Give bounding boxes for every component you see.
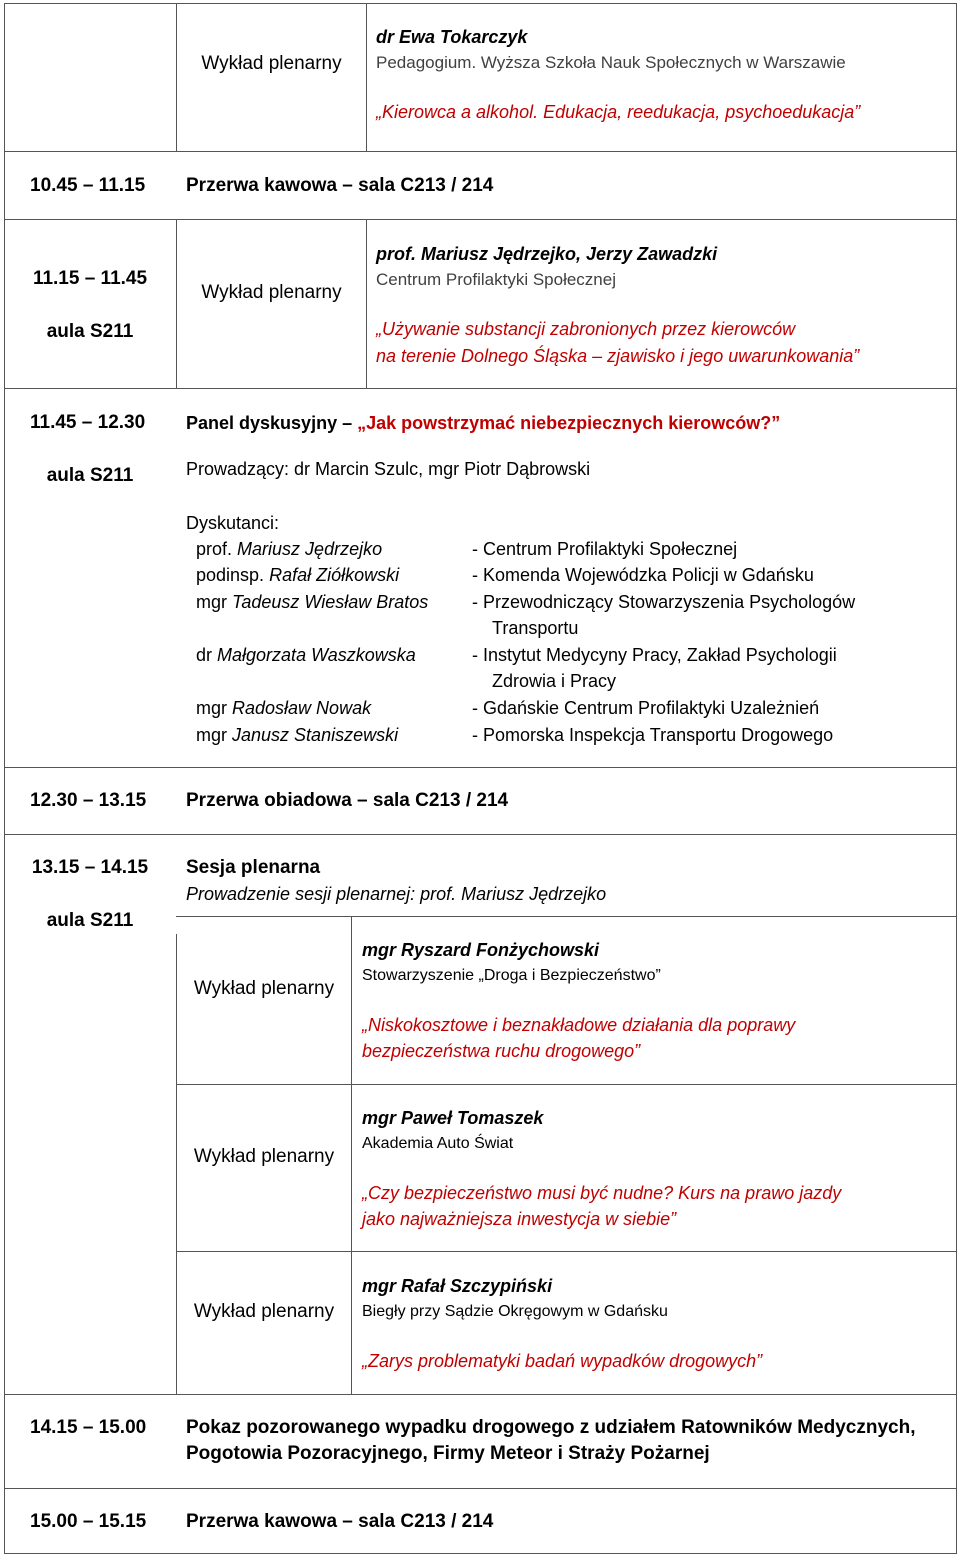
discussant-org: - Instytut Medycyny Pracy, Zakład Psychologii (472, 645, 837, 665)
col-divider (351, 916, 352, 1394)
discussant-name: podinsp. Rafał Ziółkowski (196, 565, 400, 585)
talk-title-line1: „Czy bezpieczeństwo musi być nudne? Kurs na prawo jazdy (362, 1183, 842, 1203)
event-description-line2: Pogotowia Pozoracyjnego, Firmy Meteor i Straży Pożarnej (186, 1443, 710, 1464)
discussant-org: - Przewodniczący Stowarzyszenia Psychologów (472, 592, 856, 612)
discussant-org-cont: Transportu (492, 618, 579, 638)
col-divider (366, 3, 367, 151)
talk-title-line2: jako najważniejsza inwestycja w siebie” (362, 1209, 677, 1229)
discussant-name: mgr Janusz Staniszewski (196, 725, 399, 745)
discussant-name: dr Małgorzata Waszkowska (196, 645, 416, 665)
break-label: Przerwa kawowa – sala C213 / 214 (186, 175, 494, 196)
break-label: Przerwa kawowa – sala C213 / 214 (186, 1511, 494, 1532)
speaker-affiliation: Stowarzyszenie „Droga i Bezpieczeństwo” (362, 967, 661, 984)
speaker-affiliation: Akademia Auto Świat (362, 1135, 514, 1152)
speaker-affiliation: Biegły przy Sądzie Okręgowym w Gdańsku (362, 1303, 668, 1320)
col-divider (176, 3, 177, 151)
row-divider (4, 767, 957, 768)
row-divider (4, 388, 957, 389)
talk-title-line2: bezpieczeństwa ruchu drogowego” (362, 1041, 641, 1061)
row-divider (4, 219, 957, 220)
speaker-name: mgr Rafał Szczypiński (362, 1276, 553, 1296)
row-divider (176, 1251, 957, 1252)
discussant-org: - Gdańskie Centrum Profilaktyki Uzależnień (472, 698, 820, 718)
speaker-affiliation: Centrum Profilaktyki Społecznej (376, 270, 616, 289)
col-divider (366, 219, 367, 388)
time-slot: 13.15 – 14.15 (31, 857, 149, 878)
session-moderator: Prowadzenie sesji plenarnej: prof. Mariusz Jędrzejko (186, 884, 607, 904)
speaker-name: mgr Ryszard Fonżychowski (362, 940, 600, 960)
talk-title-line2: na terenie Dolnego Śląska – zjawisko i jego uwarunkowania” (376, 346, 860, 366)
discussants-label: Dyskutanci: (186, 513, 280, 533)
row-divider (4, 151, 957, 152)
discussant-org-cont: Zdrowia i Pracy (492, 671, 617, 691)
panel-title: Panel dyskusyjny – „Jak powstrzymać niebezpiecznych kierowców?” (186, 413, 781, 433)
discussant-name: mgr Radosław Nowak (196, 698, 372, 718)
discussant-org: - Pomorska Inspekcja Transportu Drogowego (472, 725, 834, 745)
break-label: Przerwa obiadowa – sala C213 / 214 (186, 790, 509, 811)
room-label: aula S211 (46, 910, 134, 931)
speaker-affiliation: Pedagogium. Wyższa Szkoła Nauk Społecznych w Warszawie (376, 53, 846, 72)
lecture-type: Wykład plenarny (193, 1146, 335, 1167)
discussant-org: - Komenda Wojewódzka Policji w Gdańsku (472, 565, 814, 585)
discussant-name: prof. Mariusz Jędrzejko (196, 539, 383, 559)
discussant-name: mgr Tadeusz Wiesław Bratos (196, 592, 429, 612)
row-divider (4, 834, 957, 835)
time-slot: 11.45 – 12.30 (30, 412, 146, 433)
room-label: aula S211 (46, 321, 134, 342)
row-divider (4, 1488, 957, 1489)
lecture-type: Wykład plenarny (193, 978, 335, 999)
time-slot: 12.30 – 13.15 (30, 790, 147, 811)
time-slot: 14.15 – 15.00 (30, 1417, 147, 1438)
speaker-name: prof. Mariusz Jędrzejko, Jerzy Zawadzki (376, 244, 718, 264)
lecture-type: Wykład plenarny (201, 282, 342, 303)
event-description-line1: Pokaz pozorowanego wypadku drogowego z udziałem Ratowników Medycznych, (186, 1417, 916, 1438)
discussant-org: - Centrum Profilaktyki Społecznej (472, 539, 738, 559)
time-slot: 15.00 – 15.15 (30, 1511, 147, 1532)
room-label: aula S211 (46, 465, 134, 486)
lecture-type: Wykład plenarny (201, 53, 342, 74)
row-divider (4, 1394, 957, 1395)
talk-title: „Kierowca a alkohol. Edukacja, reedukacja, psychoedukacja” (376, 102, 861, 122)
lecture-type: Wykład plenarny (193, 1301, 335, 1322)
speaker-name: mgr Paweł Tomaszek (362, 1108, 544, 1128)
panel-moderators: Prowadzący: dr Marcin Szulc, mgr Piotr Dąbrowski (186, 459, 591, 479)
time-slot: 11.15 – 11.45 (32, 268, 148, 289)
row-divider (176, 916, 957, 917)
session-title: Sesja plenarna (186, 857, 321, 878)
row-divider (176, 1084, 957, 1085)
talk-title-line1: „Używanie substancji zabronionych przez kierowców (376, 319, 796, 339)
time-slot: 10.45 – 11.15 (30, 175, 146, 196)
talk-title-line1: „Niskokosztowe i beznakładowe działania dla poprawy (362, 1015, 796, 1035)
talk-title-line1: „Zarys problematyki badań wypadków drogowych” (362, 1351, 763, 1371)
speaker-name: dr Ewa Tokarczyk (376, 27, 528, 47)
